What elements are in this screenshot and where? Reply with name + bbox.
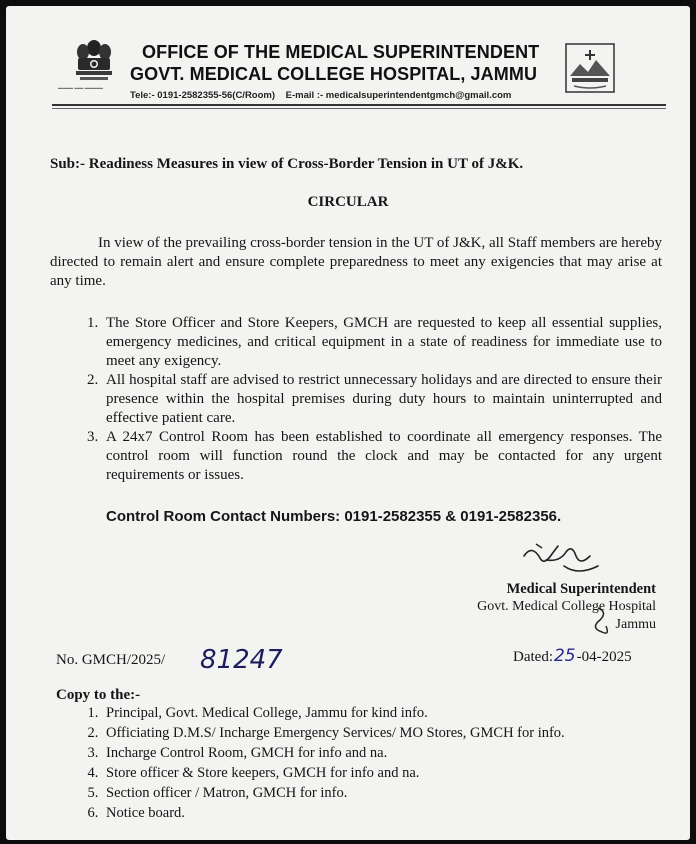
- handwritten-reference-number: 81247: [200, 645, 283, 675]
- initial-mark: [578, 602, 618, 642]
- directive-item: 2. All hospital staff are advised to restrict unnecessary holidays and are directed to ensure their presence within the hospital premises during duty hours to maintain uninterrupted and effective patient care.: [102, 371, 662, 428]
- header-rule: [52, 104, 666, 106]
- copy-to-item: 4. Store officer & Store keepers, GMCH for info and na.: [102, 763, 565, 783]
- copy-to-list: [56, 703, 565, 823]
- date-label: Dated:: [513, 649, 553, 665]
- signatory-place: Jammu: [615, 617, 656, 632]
- directive-item: 1. The Store Officer and Store Keepers, GMCH are requested to keep all essential supplies, emergency medicines, and critical equipment in a state of readiness for immediate use to meet any exigency.: [102, 314, 662, 371]
- handwritten-day: 25: [553, 646, 576, 666]
- email-address: E-mail :- medicalsuperintendentgmch@gmail.com: [285, 90, 512, 101]
- reference-prefix: No. GMCH/2025/: [56, 652, 166, 668]
- copy-to-item: 1. Principal, Govt. Medical College, Jammu for kind info.: [102, 703, 565, 723]
- header-rule-thin: [52, 108, 666, 109]
- office-title: OFFICE OF THE MEDICAL SUPERINTENDENT: [142, 42, 540, 62]
- signatory-org: Govt. Medical College Hospital: [477, 599, 656, 614]
- hospital-title: GOVT. MEDICAL COLLEGE HOSPITAL, JAMMU: [130, 64, 538, 84]
- hospital-logo-icon: [564, 42, 616, 94]
- directive-item: 3. A 24x7 Control Room has been established to coordinate all emergency responses. The control room will function round the clock and may be contacted for any urgent requirements or issues.: [102, 428, 662, 485]
- reference-number: [56, 652, 165, 669]
- control-room-numbers: Control Room Contact Numbers: 0191-2582355 & 0191-2582356.: [106, 508, 562, 525]
- copy-to-item: 5. Section officer / Matron, GMCH for info.: [102, 783, 565, 803]
- copy-to-heading: Copy to the:-: [56, 687, 141, 703]
- subject-line: Sub:- Readiness Measures in view of Cross-Border Tension in UT of J&K.: [50, 156, 524, 172]
- signatory-title: Medical Superintendent: [506, 581, 656, 597]
- date-line: [513, 646, 632, 666]
- phone-number: Tele:- 0191-2582355-56(C/Room): [130, 90, 276, 101]
- contact-line: [130, 90, 511, 101]
- handwritten-reference: [194, 638, 290, 678]
- directive-list: [50, 314, 662, 485]
- emblem-caption: ━━━━━ ━━━ ━━━━━━: [58, 86, 103, 92]
- copy-to-item: 2. Officiating D.M.S/ Incharge Emergency Services/ MO Stores, GMCH for info.: [102, 723, 565, 743]
- copy-to-item: 6. Notice board.: [102, 803, 565, 823]
- circular-document: [6, 6, 690, 840]
- copy-to-item: 3. Incharge Control Room, GMCH for info and na.: [102, 743, 565, 763]
- date-rest: -04-2025: [576, 649, 632, 665]
- intro-paragraph: In view of the prevailing cross-border tension in the UT of J&K, all Staff members are hereby directed to remain alert and ensure complete preparedness to meet any exigencies that may arise at any time.: [50, 235, 662, 289]
- signature: [506, 536, 616, 584]
- circular-title: CIRCULAR: [307, 194, 389, 210]
